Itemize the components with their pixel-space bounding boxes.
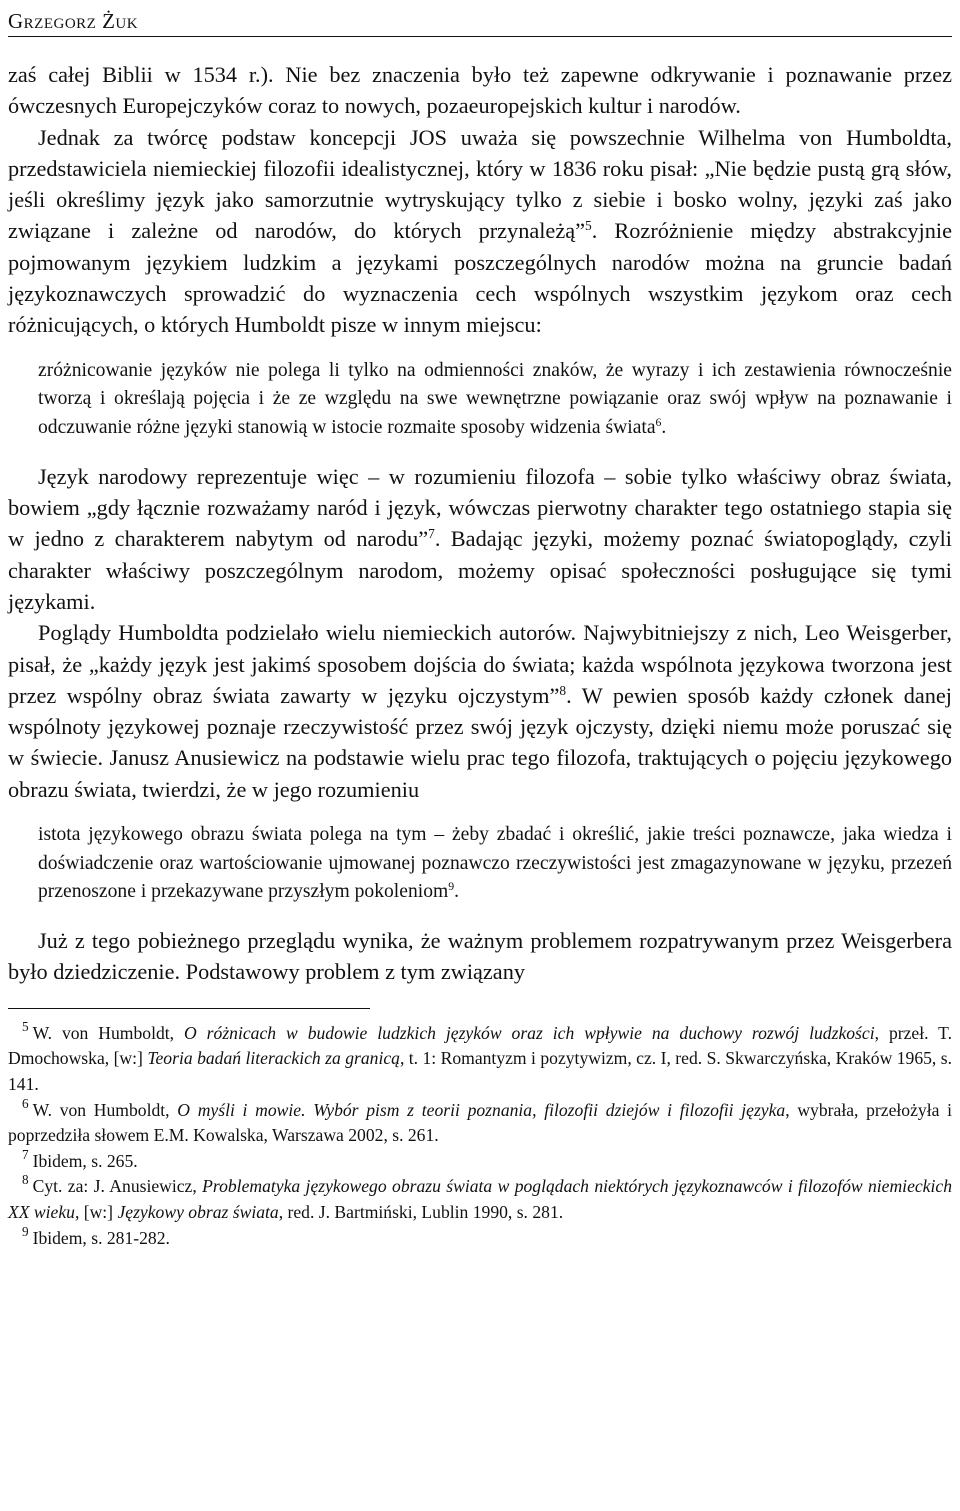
block-quote-1: zróżnicowanie języków nie polega li tylko na odmienności znaków, że wyrazy i ich zestawienia równocześnie tworzą i określają pojęcia i że ze względu na swe wewnętrzne powiązanie oraz swój wpływ na poznawanie i odczuwanie różne języki stanowią w istocie rozmaite sposoby widzenia świata$^6$. (38, 359, 952, 439)
footnote-number: 6 (22, 1095, 29, 1111)
cited-title: Problematyka językowego obrazu świata w poglądach niektórych językoznawców i filozofów niemieckich XX wieku (8, 1176, 952, 1222)
footnote-9: $^9$ Ibidem, s. 281-282. (22, 1223, 170, 1248)
paragraph-2-text-a: Jednak za twórcę podstaw koncepcji JOS uważa się powszechnie Wilhelma von Humboldta, przedstawiciela niemieckiej filozofii idealistycznej, który w 1836 roku pisał: „Nie będzie pustą grą słów, jeśli określimy język jako samorzutnie wytryskujący tylko z siebie i bosko wolny, języki zaś jako związane i zależne od narodów, do których przynależą” (8, 124, 952, 244)
cited-title: O różnicach w budowie ludzkich języków oraz ich wpływie na duchowy rozwój ludzkości (184, 1022, 875, 1043)
paragraph-3-text-a: Język narodowy reprezentuje więc – w rozumieniu filozofa – sobie tylko właściwy obraz świata, bowiem „gdy łącznie rozważamy naród i język, wówczas pierwotny charakter tego ostatniego stapia się w jedno z charakterem nabytym od narodu” (8, 463, 952, 552)
cited-title: Językowy obraz świata (117, 1201, 279, 1222)
footnote-6: $^6$ W. von Humboldt, O myśli i mowie. Wybór pism z teorii poznania, filozofii dziejów i filozofii języka, wybrała, przełożyła i poprzedziła słowem E.M. Kowalska, Warszawa 2002, s. 261. (8, 1095, 952, 1146)
footnote-ref-6[interactable]: 6 (655, 416, 662, 430)
block-quote-2-text: istota językowego obrazu świata polega na tym – żeby zbadać i określić, jakie treści poznawcze, jaka wiedza i doświadczenie oraz wartościowanie ujmowanej poznawczo rzeczywistości jest zmagazynowane w języku, przezeń przenoszone i przekazywane przyszłym pokoleniom (38, 824, 952, 903)
footnotes (8, 1018, 953, 1251)
footnote-number: 8 (22, 1172, 29, 1188)
paragraph-4-text-b: . W pewien sposób każdy członek danej wspólnoty językowej poznaje rzeczywistość przez swój język ojczysty, dzięki niemu może poruszać się w świecie. Janusz Anusiewicz na podstawie wielu prac tego filozofa, traktujących o pojęciu językowego obrazu świata, twierdzi, że w jego rozumieniu (8, 682, 952, 802)
block-quote-2: istota językowego obrazu świata polega na tym – żeby zbadać i określić, jakie treści poznawcze, jaka wiedza i doświadczenie oraz wartościowanie ujmowanej poznawczo rzeczywistości jest zmagazynowane w języku, przezeń przenoszone i przekazywane przyszłym pokoleniom$^9$. (38, 824, 952, 903)
footnote-number: 5 (22, 1018, 29, 1034)
page (8, 0, 952, 1251)
cited-title: Teoria badań literackich za granicą (147, 1048, 400, 1069)
footnote-divider (8, 1008, 370, 1009)
paragraph-3-text-b: . Badając języki, możemy poznać światopoglądy, czyli charakter właściwy poszczególnym narodom, możemy opisać społeczności posługujące się tymi językami. (8, 526, 952, 614)
paragraph-4 (8, 617, 952, 805)
paragraph-5-text: Już z tego pobieżnego przeglądu wynika, że ważnym problemem rozpatrywanym przez Weisgerbera było dziedziczenie. Podstawowy problem z tym związany (8, 928, 952, 985)
footnote-ref-9[interactable]: 9 (448, 880, 455, 894)
footnote-8: $^8$ Cyt. za: J. Anusiewicz, Problematyka językowego obrazu świata w poglądach niektórych językoznawców i filozofów niemieckich XX wieku, [w:] Językowy obraz świata, red. J. Bartmiński, Lublin 1990, s. 281. (8, 1172, 952, 1222)
footnote-5: $^5$ W. von Humboldt, O różnicach w budowie ludzkich języków oraz ich wpływie na duchowy rozwój ludzkości, przeł. T. Dmochowska, [w:] Teoria badań literackich za granicą, t. 1: Romantyzm i pozytywizm, cz. I, red. S. Skwarczyńska, Kraków 1965, s. 141. (8, 1018, 953, 1094)
footnote-ref-7[interactable]: 7 (428, 526, 435, 542)
paragraph-5 (8, 925, 952, 988)
footnote-number: 9 (22, 1223, 29, 1239)
running-head: Grzegorz Żuk (8, 0, 952, 37)
paragraph-1-text: zaś całej Biblii w 1534 r.). Nie bez znaczenia było też zapewne odkrywanie i poznawanie przez ówczesnych Europejczyków coraz to nowych, pozaeuropejskich kultur i narodów. (8, 62, 952, 119)
footnote-number: 7 (22, 1146, 29, 1162)
paragraph-4-text-a: Poglądy Humboldta podzielało wielu niemieckich autorów. Najwybitniejszy z nich, Leo Weisgerber, pisał, że „każdy język jest jakimś sposobem dojścia do świata; każda wspólnota językowa tworzona jest przez wspólny obraz świata zawarty w języku ojczystym” (8, 620, 952, 708)
paragraph-2 (8, 122, 952, 341)
cited-title: O myśli i mowie. Wybór pism z teorii poznania, filozofii dziejów i filozofii języka (177, 1099, 786, 1120)
footnote-ref-5[interactable]: 5 (585, 218, 592, 234)
block-quote-1-text: zróżnicowanie języków nie polega li tylko na odmienności znaków, że wyrazy i ich zestawienia równocześnie tworzą i określają pojęcia i że ze względu na swe wewnętrzne powiązanie oraz swój wpływ na poznawanie i odczuwanie różne języki stanowią w istocie rozmaite sposoby widzenia świata (38, 359, 952, 439)
paragraph-3 (8, 461, 952, 617)
paragraph-1 (8, 59, 952, 122)
paragraph-2-text-b: . Rozróżnienie między abstrakcyjnie pojmowanym językiem ludzkim a językami poszczególnych narodów można na gruncie badań językoznawczych sprowadzić do wyznaczenia cech wspólnych wszystkim językom oraz cech różnicujących, o których Humboldt pisze w innym miejscu: (8, 218, 952, 338)
footnote-ref-8[interactable]: 8 (559, 682, 567, 698)
footnote-7: $^7$ Ibidem, s. 265. (22, 1146, 138, 1171)
